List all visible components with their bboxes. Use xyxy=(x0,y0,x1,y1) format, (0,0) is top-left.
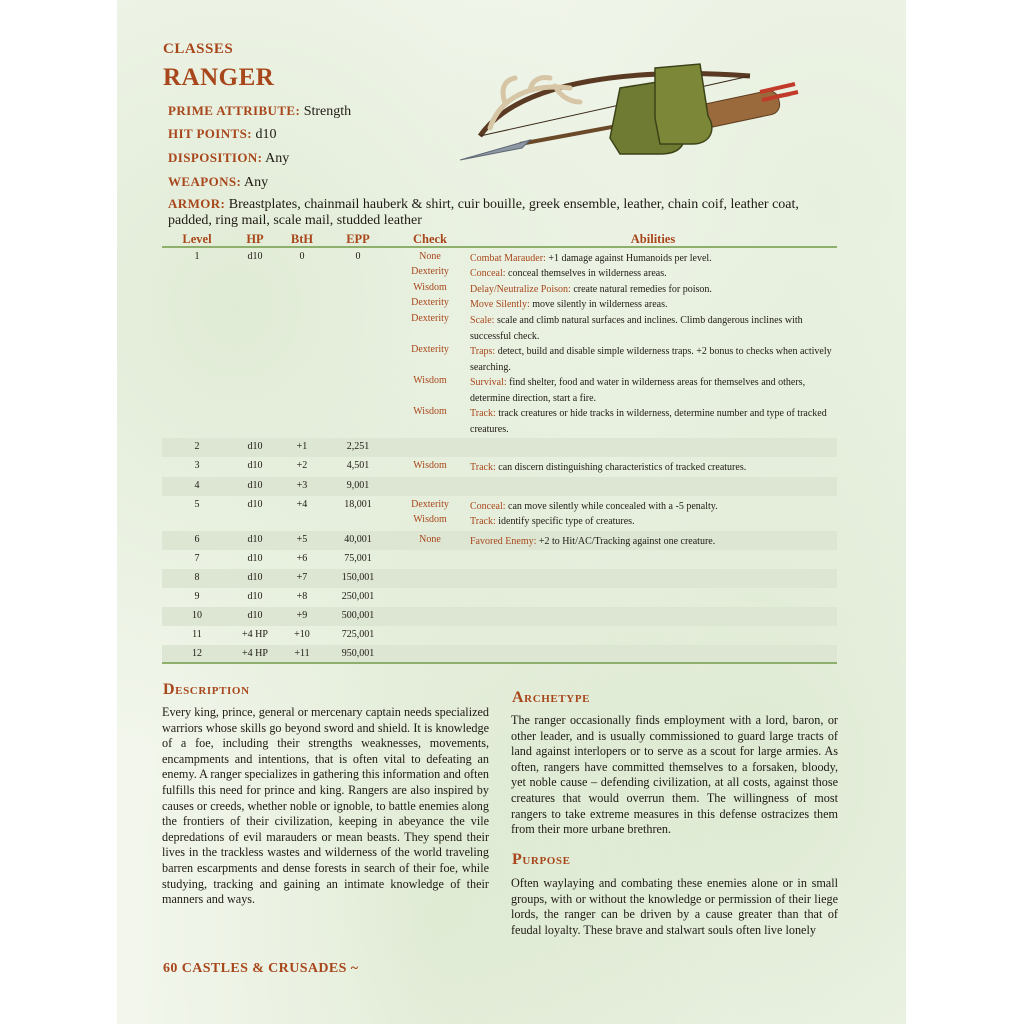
attribute-label: DISPOSITION: xyxy=(168,150,263,165)
epp-cell: 500,001 xyxy=(341,610,375,621)
ability-text: +1 damage against Humanoids per level. xyxy=(545,253,712,264)
header-check: Check xyxy=(412,232,448,246)
ability-text: move silently in wilderness areas. xyxy=(529,299,668,310)
armor-label: ARMOR: xyxy=(168,196,226,211)
ability-name: Favored Enemy: xyxy=(470,536,537,547)
ability-name: Combat Marauder: xyxy=(470,253,546,264)
attribute-value: d10 xyxy=(255,127,277,142)
epp-cell: 150,001 xyxy=(341,572,375,583)
epp-cell: 9,001 xyxy=(346,480,370,491)
bth-cell: +8 xyxy=(296,591,308,602)
bth-cell: +6 xyxy=(296,553,308,564)
level-cell: 1 xyxy=(194,251,200,262)
ability-name: Track: xyxy=(470,408,496,419)
weapons-line xyxy=(168,174,268,191)
bth-cell: +9 xyxy=(296,610,308,621)
check-cell: Wisdom xyxy=(413,406,447,417)
hp-cell: d10 xyxy=(247,441,263,452)
bth-cell: 0 xyxy=(299,251,305,262)
epp-cell: 4,501 xyxy=(346,460,370,471)
page-footer: 60 CASTLES & CRUSADES ~ xyxy=(163,961,359,976)
header-epp: EPP xyxy=(346,232,370,246)
check-cell: Dexterity xyxy=(411,266,449,277)
table-row xyxy=(162,569,837,588)
header-abilities: Abilities xyxy=(630,232,676,246)
hp-cell: d10 xyxy=(247,591,263,602)
section-label: CLASSES xyxy=(163,41,234,57)
level-cell: 6 xyxy=(194,534,200,545)
level-cell: 7 xyxy=(194,553,200,564)
bth-cell: +10 xyxy=(294,629,310,640)
epp-cell: 18,001 xyxy=(344,499,372,510)
check-cell: Dexterity xyxy=(411,297,449,308)
ability-name: Track: xyxy=(470,462,496,473)
hp-cell: d10 xyxy=(247,480,263,491)
archetype-heading: Archetype xyxy=(512,689,591,706)
table-header xyxy=(162,232,837,248)
ability-text: can move silently while concealed with a -5 penalty. xyxy=(505,501,718,512)
check-cell: Wisdom xyxy=(413,375,447,386)
table-row xyxy=(162,626,837,645)
table-row xyxy=(162,477,837,496)
check-cell: Wisdom xyxy=(413,460,447,471)
hp-cell: d10 xyxy=(247,553,263,564)
table-row xyxy=(162,607,837,626)
bth-cell: +11 xyxy=(294,648,310,659)
level-cell: 11 xyxy=(192,629,202,640)
description-heading: Description xyxy=(163,681,250,698)
armor-line xyxy=(168,196,832,229)
purpose-heading: Purpose xyxy=(512,851,571,868)
table-row xyxy=(162,438,837,457)
bth-cell: +2 xyxy=(296,460,308,471)
check-cell: Dexterity xyxy=(411,499,449,510)
bth-cell: +7 xyxy=(296,572,308,583)
bth-cell: +5 xyxy=(296,534,308,545)
epp-cell: 950,001 xyxy=(341,648,375,659)
ability-name: Track: xyxy=(470,516,496,527)
check-cell: Wisdom xyxy=(413,514,447,525)
level-cell: 9 xyxy=(194,591,200,602)
header-level: Level xyxy=(182,232,212,246)
check-cell: Dexterity xyxy=(411,344,449,355)
hp-cell: d10 xyxy=(247,610,263,621)
ability-text: +2 to Hit/AC/Tracking against one creature. xyxy=(536,536,716,547)
hp-cell: d10 xyxy=(247,499,263,510)
attribute-value: Strength xyxy=(303,104,352,119)
ability-text: find shelter, food and water in wilderness areas for themselves and others, determine direction, start a fire. xyxy=(470,377,806,404)
table-row xyxy=(162,496,837,531)
epp-cell: 2,251 xyxy=(346,441,370,452)
table-row xyxy=(162,645,837,664)
level-cell: 2 xyxy=(194,441,200,452)
hp-cell: d10 xyxy=(247,534,263,545)
hp-cell: d10 xyxy=(247,251,263,262)
hp-cell: d10 xyxy=(247,572,263,583)
bth-cell: +1 xyxy=(296,441,308,452)
level-cell: 12 xyxy=(192,648,202,659)
epp-cell: 725,001 xyxy=(341,629,375,640)
purpose-paragraph: Often waylaying and combating these enemies alone or in small groups, with or without the knowledge or permission of their liege lords, the ranger can be driven by a cause greater than that of feudal loyalty. These brave and stalwart souls often live lonely xyxy=(511,876,838,937)
bth-cell: +3 xyxy=(296,480,308,491)
level-cell: 8 xyxy=(194,572,200,583)
level-cell: 4 xyxy=(194,480,200,491)
description-paragraph: Every king, prince, general or mercenary captain needs specialized warriors whose skills go beyond sword and shield. It is knowledge of a foe, including their strengths weaknesses, movements, encampments and intentions, that is often vital to defeating an enemy. A ranger specializes in gathering this information and often fulfills this need for prince and king. Rangers are also inspired by causes or creeds, whether noble or ignoble, to battle enemies along the frontiers of their civilization, keeping in abeyance the vile depredations of evil marauders or mean beasts. They spend their lives in the trackless wastes and wilderness of the world traveling barren escarpments and dense forests in search of their foe, while studying, tracking and gaining an intimate knowledge of their manners and ways. xyxy=(162,705,489,907)
ability-name: Conceal: xyxy=(470,501,506,512)
check-cell: None xyxy=(419,251,441,262)
ability-name: Survival: xyxy=(470,377,507,388)
table-row xyxy=(162,457,837,477)
epp-cell: 0 xyxy=(355,251,361,262)
prime-attribute-line xyxy=(168,103,351,120)
epp-cell: 75,001 xyxy=(344,553,372,564)
epp-cell: 250,001 xyxy=(341,591,375,602)
ability-name: Move Silently: xyxy=(470,299,530,310)
attribute-value: Any xyxy=(265,151,290,166)
level-cell: 5 xyxy=(194,499,200,510)
ability-name: Scale: xyxy=(470,315,495,326)
check-cell: Dexterity xyxy=(411,313,449,324)
attribute-label: WEAPONS: xyxy=(168,174,242,189)
ability-text: create natural remedies for poison. xyxy=(570,284,712,295)
attribute-label: PRIME ATTRIBUTE: xyxy=(168,103,301,118)
hp-cell: +4 HP xyxy=(242,648,268,659)
hit-points-line xyxy=(168,126,277,143)
ability-text: can discern distinguishing characteristics of tracked creatures. xyxy=(495,462,747,473)
bth-cell: +4 xyxy=(296,499,308,510)
ability-text: conceal themselves in wilderness areas. xyxy=(505,268,667,279)
table-row xyxy=(162,550,837,569)
check-cell: None xyxy=(419,534,441,545)
disposition-line xyxy=(168,150,289,167)
ability-text: scale and climb natural surfaces and inclines. Climb dangerous inclines with successful check. xyxy=(470,315,803,342)
class-progression-table xyxy=(162,232,837,664)
header-bth: BtH xyxy=(290,232,314,246)
archetype-paragraph: The ranger occasionally finds employment with a lord, baron, or other leader, and is usually commissioned to guard large tracts of land against interlopers or to serve as a scout for large armies. As often, rangers have committed themselves to a forsaken, bloody, yet noble cause – defending civilization, at all costs, against those creatures that would overrun them. The willingness of most rangers to take extreme measures in this defense ostracizes them from their more urbane brethren. xyxy=(511,713,838,837)
armor-value: Breastplates, chainmail hauberk & shirt, cuir bouille, greek ensemble, leather, chain coif, leather coat, padded, ring mail, scale mail, studded leather xyxy=(168,197,799,228)
table-row xyxy=(162,248,837,438)
ability-name: Delay/Neutralize Poison: xyxy=(470,284,571,295)
check-cell: Wisdom xyxy=(413,282,447,293)
ability-name: Traps: xyxy=(470,346,496,357)
level-cell: 3 xyxy=(194,460,200,471)
header-hp: HP xyxy=(246,232,264,246)
level-cell: 10 xyxy=(192,610,202,621)
ability-name: Conceal: xyxy=(470,268,506,279)
attribute-value: Any xyxy=(244,175,269,190)
table-row xyxy=(162,588,837,607)
hp-cell: d10 xyxy=(247,460,263,471)
epp-cell: 40,001 xyxy=(344,534,372,545)
hp-cell: +4 HP xyxy=(242,629,268,640)
page-title: RANGER xyxy=(163,64,275,91)
ability-text: detect, build and disable simple wilderness traps. +2 bonus to checks when actively searching. xyxy=(470,346,832,373)
table-row xyxy=(162,531,837,550)
ability-text: identify specific type of creatures. xyxy=(495,516,635,527)
ranger-gear-illustration xyxy=(460,58,810,166)
attribute-label: HIT POINTS: xyxy=(168,126,252,141)
ability-text: track creatures or hide tracks in wilderness, determine number and type of tracked creatures. xyxy=(470,408,827,435)
